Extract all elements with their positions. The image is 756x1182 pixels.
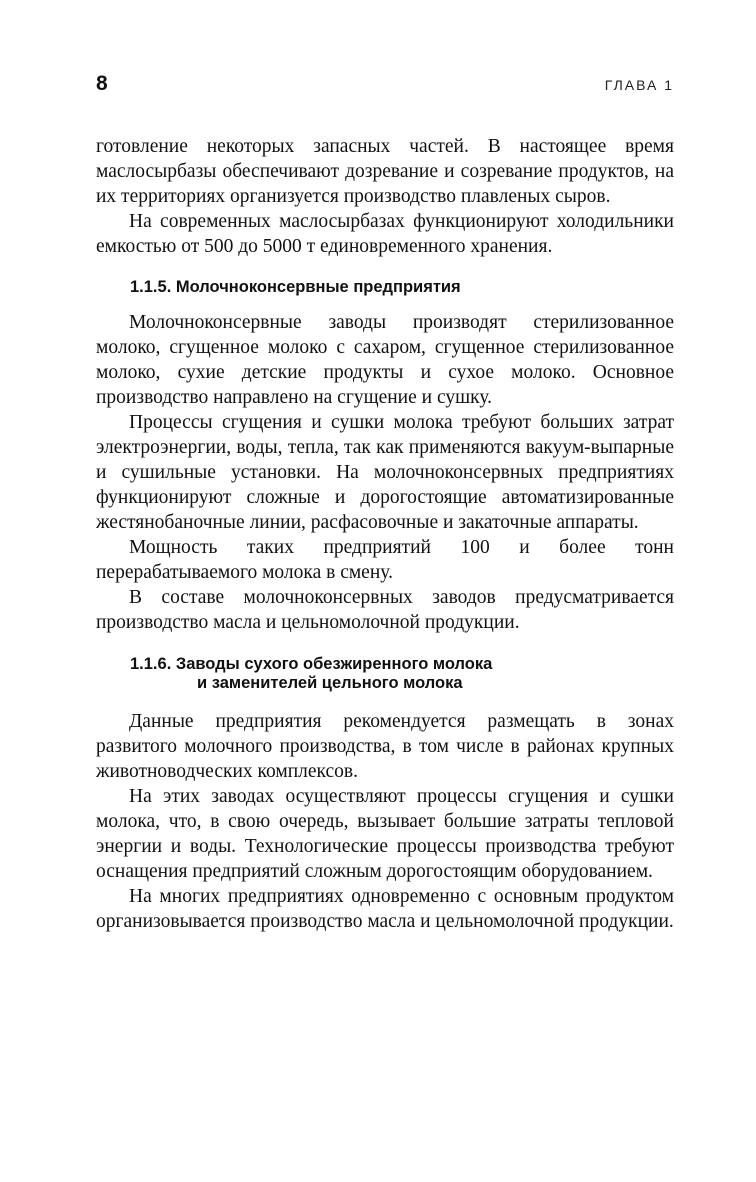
page-number: 8 — [96, 72, 108, 95]
paragraph: В составе молочноконсервных заводов предусматривается производство масла и цельномолочной продукции. — [96, 587, 674, 633]
paragraph: Мощность таких предприятий 100 и более тонн перерабатываемого молока в смену. — [96, 537, 674, 583]
paragraph: На многих предприятиях одновременно с основным продуктом организовывается производство масла и цельномолочной продукции. — [96, 886, 674, 932]
section-heading-line-2: и заменителей цельного молока — [197, 674, 463, 692]
paragraph: Процессы сгущения и сушки молока требуют больших затрат электроэнергии, воды, тепла, так как применяются вакуум-выпарные и сушильные установки. На молочноконсервных предприятиях функционируют сложные и дорогостоящие автоматизированные жестянобаночные линии, расфасовочные и закаточные аппараты. — [96, 412, 674, 533]
page-body — [96, 134, 674, 934]
chapter-label: ГЛАВА 1 — [604, 77, 674, 93]
section-heading-line-1: 1.1.6. Заводы сухого обезжиренного молока — [130, 655, 493, 673]
paragraph: На современных маслосырбазах функционируют холодильники емкостью от 500 до 5000 т единовременного хранения. — [96, 211, 674, 257]
running-header — [96, 72, 678, 98]
paragraph-continued: готовление некоторых запасных частей. В настоящее время маслосырбазы обеспечивают дозревание и созревание продуктов, на их территориях организуется производство плавленых сыров. — [96, 136, 674, 207]
paragraph: На этих заводах осуществляют процессы сгущения и сушки молока, что, в свою очередь, вызывает большие затраты тепловой энергии и воды. Технологические процессы производства требуют оснащения предприятий сложным дорогостоящим оборудованием. — [96, 786, 674, 882]
paragraph: Данные предприятия рекомендуется размещать в зонах развитого молочного производства, в том числе в районах крупных животноводческих комплексов. — [96, 711, 674, 782]
paragraph: Молочноконсервные заводы производят стерилизованное молоко, сгущенное молоко с сахаром, сгущенное стерилизованное молоко, сухие детские продукты и сухое молоко. Основное производство направлено на сгущение и сушку. — [96, 312, 674, 408]
section-heading-1-1-5: 1.1.5. Молочноконсервные предприятия — [130, 278, 461, 296]
section-heading-1-1-6 — [96, 655, 674, 693]
